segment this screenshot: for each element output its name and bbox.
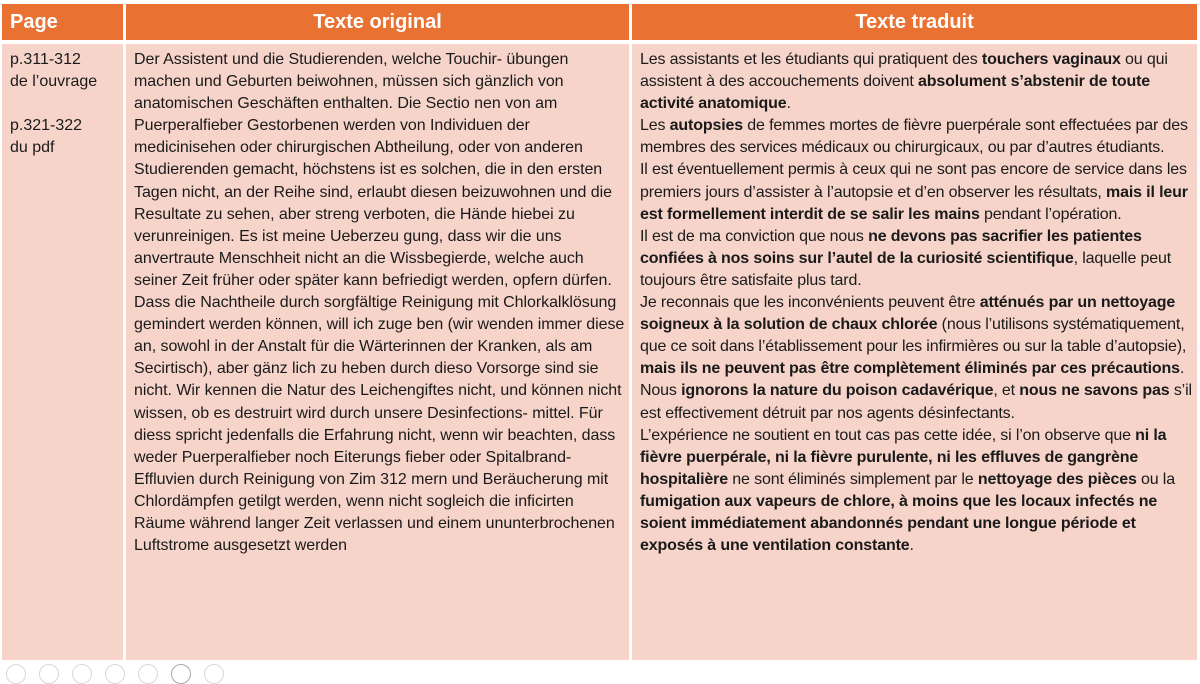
more-icon[interactable] <box>204 664 224 684</box>
translated-text-cell <box>632 44 1197 660</box>
pointer-icon[interactable] <box>138 664 158 684</box>
translated-paragraph-5: Je reconnais que les inconvénients peuvent être atténués par un nettoyage soigneux à la solution de chaux chlorée (nous l’utilisons systématiquement, que ce soit dans l’établissement pour les infirmières ou sur la table d’autopsie), mais ils ne peuvent pas être complètement éliminés par ces précautions. <box>640 294 1187 378</box>
translation-table <box>2 4 1197 660</box>
book-page-range: p.311-312 <box>10 51 81 68</box>
header-page: Page <box>2 4 123 40</box>
translated-paragraph-3: Il est éventuellement permis à ceux qui ne sont pas encore de service dans les premiers jours d’assister à l’autopsie et d’en observer les résultats, mais il leur est formellement interdit de se salir les mains pendant l’opération. <box>640 161 1188 223</box>
header-translated-text: Texte traduit <box>632 4 1197 40</box>
translated-paragraph-7: L’expérience ne soutient en tout cas pas cette idée, si l’on observe que ni la fièvre puerpérale, ni la fièvre purulente, ni les effluves de gangrène hospitalière ne sont éliminés simplement par le nettoyage des pièces ou la fumigation aux vapeurs de chlore, à moins que les locaux infectés ne soient immédiatement abandonnés pendant une longue période et exposés à une ventilation constante. <box>640 426 1175 555</box>
translated-paragraph-2: Les autopsies de femmes mortes de fièvre puerpérale sont effectuées par des membres des services médicaux ou chirurgicaux, ou par d’autres étudiants. <box>640 117 1188 157</box>
translated-paragraph-1: Les assistants et les étudiants qui pratiquent des touchers vaginaux ou qui assistent à des accouchements doivent absolument s’abstenir de toute activité anatomique. <box>640 51 1168 113</box>
pdf-page-label: du pdf <box>10 139 55 157</box>
original-text-cell: Der Assistent und die Studierenden, welche Touchir- übungen machen und Geburten beiwohnen, müssen sich gänzlich von anatomischen Geschäften enthalten. Die Sectio nen von am Puerperalfieber Gestorbenen werden von Individuen der medicinisehen oder chirurgischen Abtheilung, oder von anderen Studierenden gemacht, höchstens ist es solchen, die in den ersten Tagen nicht, an der Reihe sind, erlaubt diesen beizuwohnen und die Resultate zu sehen, aber streng verboten, die Hände hiebei zu verunreinigen. Es ist meine Ueberzeu gung, dass wir die uns anvertraute Menschheit nicht an die Wissbegierde, welche auch seiner Zeit früher oder später kann befriedigt werden, opfern dürfen. Dass die Nachtheile durch sorgfältige Reinigung mit Chlorkalklösung gemindert werden können, will ich zuge ben (wir wenden immer diese an, sowohl in der Anstalt für die Wärterinnen der Kranken, als am Secirtisch), aber gänz lich zu heben durch dieso Vorsorge sind sie nicht. Wir kennen die Natur des Leichengiftes nicht, und können nicht wissen, ob es destruirt wird durch unsere Desinfections- mittel. Für diess spricht jedenfalls die Erfahrung nicht, wenn wir beachten, dass weder Puerperalfieber noch Eiterungs fieber oder Spitalbrand-Effluvien durch Reinigung von Zim 312 mern und Beräucherung mit Chlordämpfen getilgt werden, wenn nicht sogleich die inficirten Räume während langer Zeit verlassen und einem ununterbrochenen Luftstrome ausgesetzt werden <box>126 44 629 660</box>
next-icon[interactable] <box>39 664 59 684</box>
previous-icon[interactable] <box>6 664 26 684</box>
header-original-text: Texte original <box>126 4 629 40</box>
page-reference-cell <box>2 44 123 660</box>
translated-paragraph-6: Nous ignorons la nature du poison cadavérique, et nous ne savons pas s’il est effectivement détruit par nos agents désinfectants. <box>640 382 1192 422</box>
pdf-page-range: p.321-322 <box>10 117 83 135</box>
zoom-icon[interactable] <box>105 664 125 684</box>
slideshow-toolbar <box>6 664 224 672</box>
options-icon[interactable] <box>171 664 191 684</box>
slides-icon[interactable] <box>72 664 92 684</box>
book-page-label: de l’ouvrage <box>10 73 98 91</box>
translated-paragraph-4: Il est de ma conviction que nous ne devons pas sacrifier les patientes confiées à nos soins sur l’autel de la curiosité scientifique, laquelle peut toujours être satisfaite plus tard. <box>640 227 1172 289</box>
